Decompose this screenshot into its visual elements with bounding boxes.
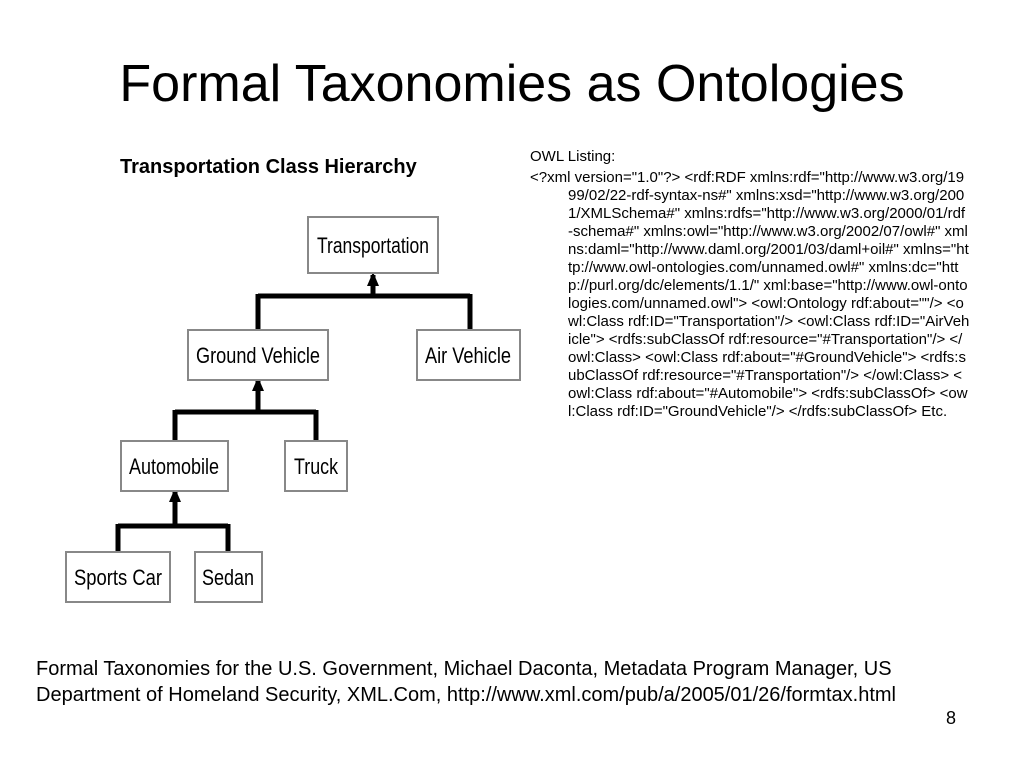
node-automobile: Automobile xyxy=(129,454,219,479)
owl-listing xyxy=(530,148,970,421)
citation: Formal Taxonomies for the U.S. Government, Michael Daconta, Metadata Program Manager, US Department of Homeland Security, XML.Com, http://www.xml.com/pub/a/2005/01/26/formtax.html xyxy=(36,658,896,706)
owl-listing-body: <?xml version="1.0"?> <rdf:RDF xmlns:rdf="http://www.w3.org/1999/02/22-rdf-syntax-ns#" xmlns:xsd="http://www.w3.org/2001/XMLSchema#" xmlns:rdfs="http://www.w3.org/2000/01/rdf-schema#" xmlns:owl="http://www.w3.org/2002/07/owl#" xmlns:daml="http://www.daml.org/2001/03/daml+oil#" xmlns="http://www.owl-ontologies.com/unnamed.owl#" xmlns:dc="http://purl.org/dc/elements/1.1/" xml:base="http://www.owl-ontologies.com/unnamed.owl"> <owl:Ontology rdf:about=""/> <owl:Class rdf:ID="Transportation"/> <owl:Class rdf:ID="AirVehicle"> <rdfs:subClassOf rdf:resource="#Transportation"/> </owl:Class> <owl:Class rdf:about="#GroundVehicle"> <rdfs:subClassOf rdf:resource="#Transportation"/> </owl:Class> <owl:Class rdf:about="#Automobile"> <rdfs:subClassOf> <owl:Class rdf:ID="GroundVehicle"/> </rdfs:subClassOf> Etc. xyxy=(530,169,970,420)
node-truck: Truck xyxy=(294,454,339,479)
node-air-vehicle: Air Vehicle xyxy=(425,343,511,368)
owl-listing-heading: OWL Listing: xyxy=(530,148,616,165)
node-sedan: Sedan xyxy=(202,565,254,590)
diagram-title: Transportation Class Hierarchy xyxy=(120,156,417,178)
arrowhead-icon xyxy=(367,272,379,286)
slide-number: 8 xyxy=(946,708,957,728)
node-ground-vehicle: Ground Vehicle xyxy=(196,343,320,368)
slide-title: Formal Taxonomies as Ontologies xyxy=(119,55,905,113)
node-sports-car: Sports Car xyxy=(74,565,162,590)
node-transportation: Transportation xyxy=(317,233,429,258)
class-hierarchy-diagram xyxy=(60,205,530,610)
